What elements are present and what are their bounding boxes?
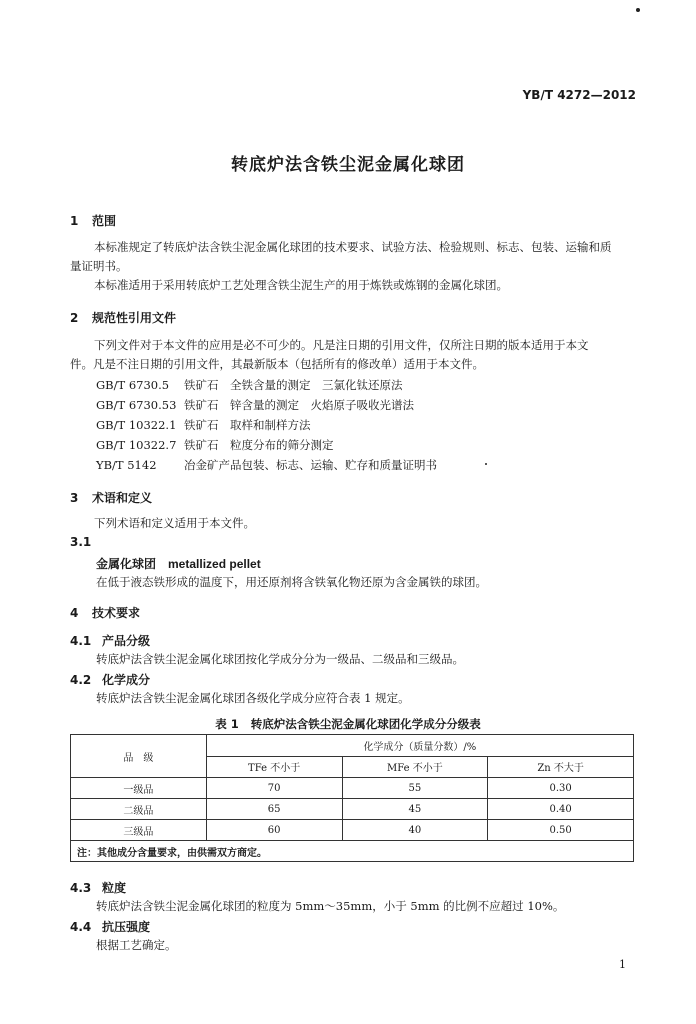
clause-4-4-text: 根据工艺确定。 [96, 938, 177, 952]
grade-cell: 一级品 [71, 778, 207, 799]
clause-title: 粒度 [102, 881, 127, 895]
grade-cell: 三级品 [71, 820, 207, 841]
mfe-cell: 55 [342, 778, 488, 799]
table-title: 转底炉法含铁尘泥金属化球团化学成分分级表 [250, 717, 481, 731]
section-title: 技术要求 [92, 606, 141, 620]
reference-title: 冶金矿产品包装、标志、运输、贮存和质量证明书 [184, 458, 437, 472]
tfe-header: TFe 不小于 [206, 756, 342, 778]
standard-code: YB/T 4272—2012 [522, 88, 636, 102]
grade-header-cell: 品 级 [71, 735, 207, 778]
reference-item [96, 377, 403, 393]
section-1-heading [70, 212, 116, 229]
scope-paragraph-1-line-2: 量证明书。 [70, 259, 128, 273]
clause-4-1-text: 转底炉法含铁尘泥金属化球团按化学成分分为一级品、二级品和三级品。 [96, 652, 464, 666]
term-english: metallized pellet [168, 557, 261, 571]
section-4-heading [70, 604, 140, 621]
reference-code: GB/T 10322.1 [96, 418, 177, 432]
reference-title: 铁矿石 粒度分布的筛分测定 [184, 438, 334, 452]
section-title: 规范性引用文件 [92, 311, 177, 325]
scope-paragraph-1-line-1: 本标准规定了转底炉法含铁尘泥金属化球团的技术要求、试验方法、检验规则、标志、包装、运输和质 [94, 240, 612, 254]
terms-intro: 下列术语和定义适用于本文件。 [94, 516, 255, 530]
section-number: 3 [70, 491, 79, 505]
mfe-header: MFe 不小于 [342, 756, 488, 778]
clause-title: 抗压强度 [102, 920, 151, 934]
section-title: 术语和定义 [92, 491, 153, 505]
reference-code: GB/T 10322.7 [96, 438, 177, 452]
chemical-composition-table [70, 734, 634, 862]
scan-speck [636, 8, 640, 12]
reference-title: 铁矿石 锌含量的测定 火焰原子吸收光谱法 [184, 398, 414, 412]
table-row [71, 799, 634, 820]
mfe-cell: 40 [342, 820, 488, 841]
page-number: 1 [619, 958, 626, 971]
references-intro-line-2: 件。凡是不注日期的引用文件，其最新版本（包括所有的修改单）适用于本文件。 [70, 357, 484, 371]
section-number: 4 [70, 606, 79, 620]
reference-item [96, 417, 311, 433]
clause-number: 4.3 [70, 881, 92, 895]
table-note-row [71, 841, 634, 862]
reference-item [96, 457, 437, 473]
term-definition: 在低于液态铁形成的温度下，用还原剂将含铁氧化物还原为含金属铁的球团。 [96, 575, 487, 589]
reference-code: GB/T 6730.5 [96, 378, 170, 392]
clause-title: 化学成分 [102, 673, 151, 687]
clause-4-4-heading [70, 918, 150, 935]
section-2-heading [70, 309, 176, 326]
reference-title: 铁矿石 全铁含量的测定 三氯化钛还原法 [184, 378, 403, 392]
clause-4-2-heading [70, 671, 150, 688]
zn-cell: 0.50 [488, 820, 634, 841]
clause-number: 4.1 [70, 634, 92, 648]
references-intro-line-1: 下列文件对于本文件的应用是必不可少的。凡是注日期的引用文件，仅所注日期的版本适用于本文 [94, 338, 589, 352]
clause-4-1-heading [70, 632, 150, 649]
tfe-cell: 70 [206, 778, 342, 799]
clause-title: 产品分级 [102, 634, 151, 648]
mfe-cell: 45 [342, 799, 488, 820]
scope-paragraph-2: 本标准适用于采用转底炉工艺处理含铁尘泥生产的用于炼铁或炼钢的金属化球团。 [94, 278, 508, 292]
clause-number: 4.2 [70, 673, 92, 687]
tfe-cell: 60 [206, 820, 342, 841]
clause-4-3-text: 转底炉法含铁尘泥金属化球团的粒度为 5mm～35mm，小于 5mm 的比例不应超过 10%。 [96, 899, 565, 913]
scan-speck [485, 463, 487, 465]
reference-code: YB/T 5142 [96, 458, 157, 472]
clause-4-3-heading [70, 879, 126, 896]
term-entry [96, 555, 261, 572]
table-number: 表 1 [215, 717, 239, 731]
clause-number: 4.4 [70, 920, 92, 934]
section-number: 1 [70, 214, 79, 228]
section-number: 2 [70, 311, 79, 325]
document-title: 转底炉法含铁尘泥金属化球团 [231, 155, 465, 175]
table-note: 注：其他成分含量要求，由供需双方商定。 [71, 841, 634, 862]
grade-cell: 二级品 [71, 799, 207, 820]
term-chinese: 金属化球团 [96, 557, 157, 571]
reference-code: GB/T 6730.53 [96, 398, 177, 412]
section-3-heading [70, 489, 152, 506]
reference-item [96, 437, 334, 453]
zn-header: Zn 不大于 [488, 756, 634, 778]
reference-title: 铁矿石 取样和制样方法 [184, 418, 311, 432]
table-header-row [71, 735, 634, 757]
clause-3-1-number: 3.1 [70, 535, 92, 549]
tfe-cell: 65 [206, 799, 342, 820]
reference-item [96, 397, 414, 413]
table-caption [0, 716, 696, 732]
composition-group-header: 化学成分（质量分数）/% [206, 735, 633, 757]
clause-4-2-text: 转底炉法含铁尘泥金属化球团各级化学成分应符合表 1 规定。 [96, 691, 410, 705]
section-title: 范围 [92, 214, 117, 228]
table-row [71, 778, 634, 799]
table-row [71, 820, 634, 841]
zn-cell: 0.30 [488, 778, 634, 799]
zn-cell: 0.40 [488, 799, 634, 820]
